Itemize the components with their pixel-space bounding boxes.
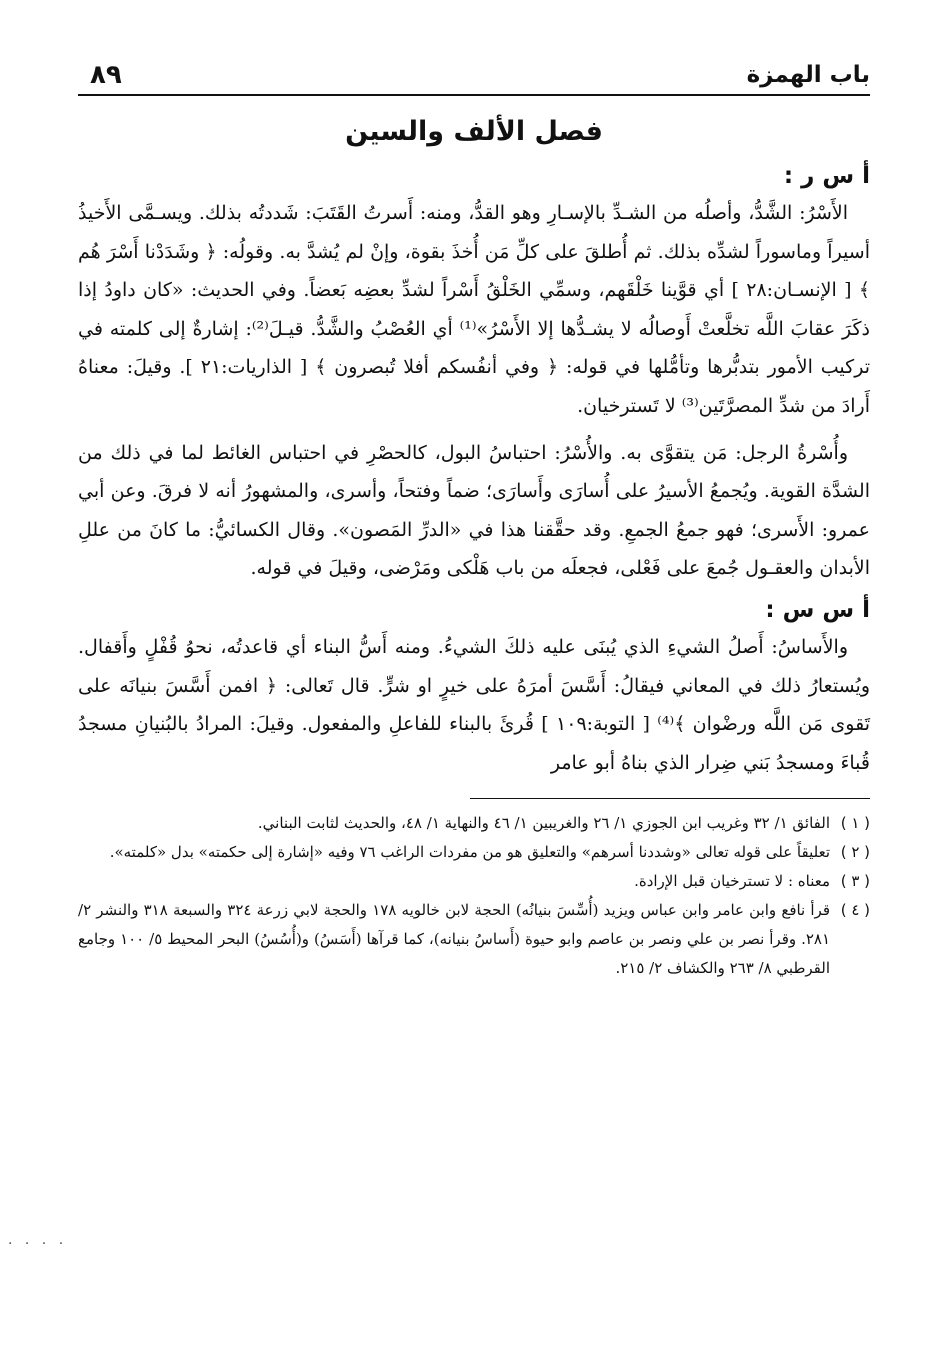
footnotes xyxy=(78,809,870,983)
paragraph: وأُسْرةُ الرجل: مَن يتقوَّى به. والأُسْرُ: احتباسُ البول، كالحصْرِ في احتباس الغائط لما في ذلك من الشدَّة القوية. ويُجمعُ الأسيرُ على أُسارَى وأَسارَى؛ ضماً وفتحاً، وأسرى، والمشهورُ أنه لا فرقَ. وعن أبي عمرو: الأَسرى؛ فهو جمعُ الجمعِ. وقد حقَّقنا هذا في «الدرِّ المَصون». وقال الكسائيُّ: ما كانَ من عللِ الأبدان والعقـول جُمعَ على فَعْلى، فجعلَه من باب هَلْكى ومَرْضى، وقيلَ في قوله. xyxy=(78,441,870,580)
footnote-text: الفائق ١/ ٣٢ وغريب ابن الجوزي ١/ ٢٦ والغريبين ١/ ٤٦ والنهاية ١/ ٤٨، والحديث لثابت البناني. xyxy=(257,814,830,833)
section-title: فصل الألف والسين xyxy=(345,116,603,147)
footnote-number: ( ٢ ) xyxy=(840,843,870,862)
paragraph: الأَسْرُ: الشَّدُّ، وأصلُه من الشـدِّ بالإسـارِ وهو القدُّ، ومنه: أَسرتُ القَتَبَ: شَددتُه بذلك. ويسـمَّى الأَخيذُ أسيراً وماسوراً لشدِّه بذلك. ثم أُطلقَ على كلِّ مَن أُخذَ بقوة، وإنْ لم يُشدَّ به. وقولُه: ﴿ وشَدَدْنا أَسْرَ هُم ﴾ [ الإنسـان:٢٨ ] أي قوَّينا خَلْقَهم، وسمِّي الخَلْقُ أَسْراً لشدِّ بعضِه بَعضاً. وفي الحديث: «كان داودُ إذا ذكَرَ عقابَ اللَّه تخلَّعتْ أَوصالُه لا يشـدُّها إلا الأَسْرُ»⁽¹⁾ أي العُصْبُ والشَّدُّ. قيـلَ⁽²⁾: إشارةٌ إلى كلمته في تركيب الأمور بتدبُّرها وتأمُّلها في قوله: ﴿ وفي أنفُسكم أفلا تُبصرون ﴾ [ الذاريات:٢١ ]. وقيلَ: معناهُ أَرادَ من شدِّ المصرَّتَين⁽³⁾ لا تَسترخيان. xyxy=(78,202,870,417)
entry-alif-sin-ra xyxy=(78,158,870,588)
footnote-divider xyxy=(470,798,870,799)
entry-heading: أ س ر : xyxy=(783,163,870,189)
footnote-number: ( ١ ) xyxy=(840,814,870,833)
footnote-number: ( ٣ ) xyxy=(840,872,870,891)
footnote xyxy=(78,809,870,838)
footnote xyxy=(78,896,870,983)
running-header xyxy=(78,40,870,96)
entry-alif-sin-sin xyxy=(78,592,870,782)
footnote-number: ( ٤ ) xyxy=(840,901,870,920)
chapter-title: باب الهمزة xyxy=(746,62,870,88)
footnote-text: معناه : لا تسترخيان قبل الإرادة. xyxy=(634,872,830,891)
footnote-text: تعليقاً على قوله تعالى «وشددنا أسرهم» والتعليق هو من مفردات الراغب ٧٦ وفيه «إشارة إلى حكمته» بدل «كلمته». xyxy=(109,843,830,862)
footnote xyxy=(78,867,870,896)
page-number: ٨٩ xyxy=(90,60,122,90)
footnote xyxy=(78,838,870,867)
scan-edge-mark: · · · · xyxy=(8,1236,68,1252)
paragraph: والأَساسُ: أَصلُ الشيءِ الذي يُبنَى عليه ذلكَ الشيءُ. ومنه أَسُّ البناء أي قاعدتُه، نحوُ قُفْلٍ وأَقفال. ويُستعارُ ذلك في المعاني فيقالُ: أَسَّسَ أمرَهُ على خيرٍ او شرٍّ. قال تَعالى: ﴿ افمن أَسَّسَ بنيانَه على تَقوى مَن اللَّه ورضْوان ﴾⁽⁴⁾ [ التوبة:١٠٩ ] قُرئَ بالبناء للفاعلِ والمفعول. وقيلَ: المرادُ بالبُنيانِ مسجدُ قُباءَ ومسجدُ بَني ضِرار الذي بناهُ أبو عامر xyxy=(78,635,870,774)
footnote-text: قرأ نافع وابن عامر وابن عباس ويزيد (أُسِّسَ بنيانُه) الحجة لابن خالويه ١٧٨ والحجة لابي زرعة ٣٢٤ والسبعة ٣١٨ والنشر ٢/ ٢٨١. وقرأ نصر بن علي ونصر بن عاصم وابو حيوة (أَساسُ بنيانه)، كما قرآها (أَسَسُ) و(أُسُسُ) البحر المحيط ٥/ ١٠٠ وجامع القرطبي ٨/ ٢٦٣ والكشاف ٢/ ٢١٥. xyxy=(78,901,831,978)
entry-heading: أ س س : xyxy=(765,596,870,623)
